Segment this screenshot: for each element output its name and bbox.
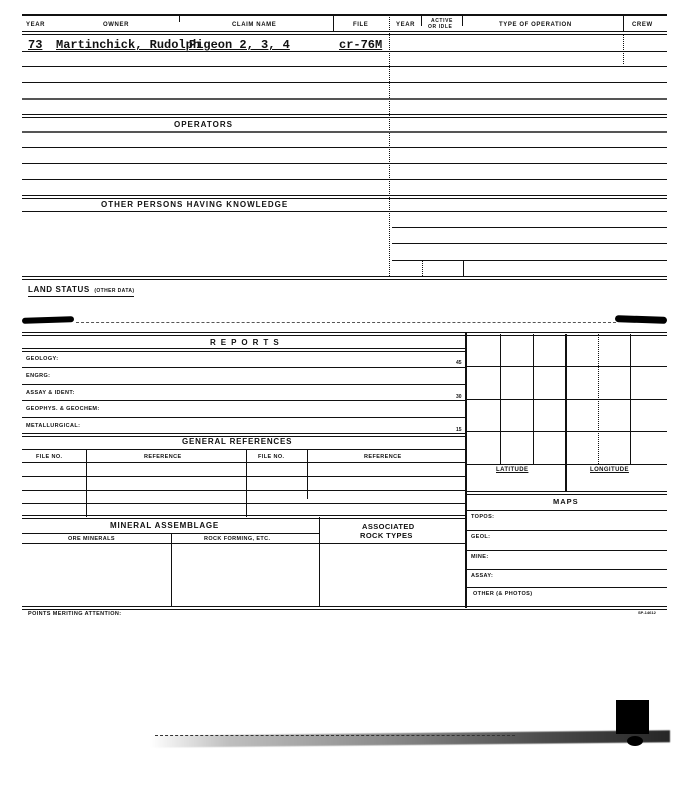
scan-blot [627,736,643,746]
gr-col-file-no: FILE NO. [36,454,63,460]
gr-bottom [22,515,465,519]
grid-line [467,366,667,367]
row-line [22,147,667,148]
land-status-title: LAND STATUS [28,285,90,294]
row-line [22,490,465,491]
land-status-sub: (OTHER DATA) [94,288,135,294]
reports-right-divider [465,332,467,608]
map-topos: TOPOS: [471,514,495,520]
top-border [22,14,667,16]
row-line [22,163,667,164]
report-marker: 15 [456,427,462,433]
col-active: ACTIVE [431,18,453,24]
grid-line [565,334,567,492]
divider [623,14,624,32]
ore-minerals-header: ORE MINERALS [68,536,115,542]
maps-title: MAPS [553,497,579,506]
latitude-label: LATITUDE [496,467,529,473]
row-line [22,179,667,180]
row-line [22,98,667,100]
report-marker: 30 [456,394,462,400]
reports-top [22,332,667,336]
col-year: YEAR [26,22,46,28]
divider [462,14,463,26]
grid-line [467,431,667,432]
grid-line [467,464,667,465]
map-mine: MINE: [471,554,489,560]
row-line [22,462,465,463]
mineral-assemblage-title: MINERAL ASSEMBLAGE [110,521,220,530]
reports-title: R E P O R T S [210,338,281,347]
header-bottom-border [22,31,667,35]
scan-smudge [615,315,667,324]
latlong-bottom [467,491,667,495]
col-owner: OWNER [103,22,129,28]
crew-divider [623,34,624,64]
row-line [22,384,465,385]
gr-col-file-no-2: FILE NO. [258,454,285,460]
upper-section-bottom [22,276,667,280]
col-crew: CREW [632,22,653,28]
row-line [22,503,465,504]
operators-title: OPERATORS [174,120,233,129]
divider [333,14,334,32]
divider [86,449,87,517]
row-line [22,476,465,477]
row-line [22,417,465,418]
report-engrg: ENGRG: [26,373,51,379]
row-line [467,550,667,551]
rock-forming-header: ROCK FORMING, ETC. [204,536,271,542]
rock-types-title: ROCK TYPES [360,531,413,540]
row-line [22,400,465,401]
col-year2: YEAR [396,22,416,28]
row-line [392,243,667,244]
row-line [467,530,667,531]
report-metallurgical: METALLURGICAL: [26,423,81,429]
col-type-of-operation: TYPE OF OPERATION [499,22,572,28]
map-geol: GEOL: [471,534,491,540]
divider [389,14,390,276]
divider [171,533,172,607]
form-number: SP-14612 [638,610,656,615]
row-line [22,367,465,368]
row-line [467,587,667,588]
associated-title: ASSOCIATED [362,522,415,531]
longitude-label: LONGITUDE [590,467,629,473]
divider [463,260,464,276]
col-file: FILE [353,22,369,28]
grid-line [467,399,667,400]
report-assay: ASSAY & IDENT: [26,390,75,396]
col-claim-name: CLAIM NAME [232,22,277,28]
row-line [22,66,667,67]
report-marker: 45 [456,360,462,366]
row-line [22,211,667,212]
record-year: 73 [28,38,43,52]
row-line [22,449,465,450]
divider [421,14,422,26]
record-owner: Martinchick, Rudolph [56,38,201,52]
scan-smudge [22,316,74,324]
row-line [392,260,667,261]
operators-top [22,114,667,118]
other-persons-top [22,195,667,199]
report-geophys: GEOPHYS. & GEOCHEM: [26,406,100,412]
land-status-heading [28,283,134,297]
report-geology: GEOLOGY: [26,356,59,362]
reports-title-bottom [22,348,465,352]
dashed-line [76,322,616,323]
row-line [22,543,465,544]
general-references-title: GENERAL REFERENCES [182,437,293,446]
scan-noise [155,735,515,737]
scan-noise [150,730,670,747]
row-line [22,131,667,133]
divider [246,449,247,517]
divider [422,260,423,276]
lower-bottom [22,606,667,610]
map-assay: ASSAY: [471,573,494,579]
gr-col-reference: REFERENCE [144,454,182,460]
record-file: cr-76M [339,38,383,52]
gr-col-reference-2: REFERENCE [364,454,402,460]
record-claim-name: Pigeon 2, 3, 4 [189,38,290,52]
row-line [22,82,667,83]
col-idle: OR IDLE [428,24,453,30]
row-line [22,51,667,52]
scan-block [616,700,649,734]
divider [179,14,180,22]
row-line [392,227,667,228]
row-line [467,569,667,570]
row-line [467,510,667,511]
divider [307,449,308,499]
other-persons-title: OTHER PERSONS HAVING KNOWLEDGE [101,200,289,209]
points-meriting-attention: POINTS MERITING ATTENTION: [28,611,122,617]
divider [319,517,320,607]
map-other: OTHER (& PHOTOS) [473,591,533,597]
